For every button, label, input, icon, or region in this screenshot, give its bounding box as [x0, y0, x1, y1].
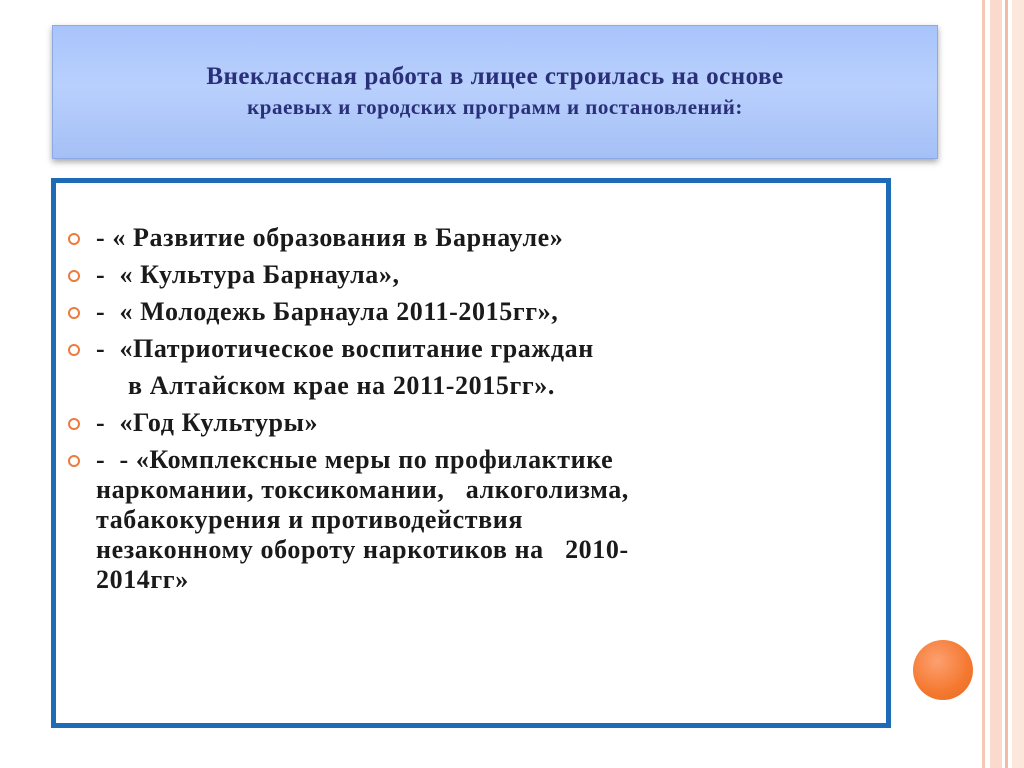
slide-title-box [52, 25, 938, 159]
bullet-text-line: в Алтайском крае на 2011-2015гг». [128, 371, 555, 400]
decor-stripe [990, 0, 1002, 768]
bullet-text-line: - - «Комплексные меры по профилактике [96, 445, 614, 474]
bullet-item [56, 408, 886, 438]
bullet-item [56, 371, 886, 401]
bullet-item [56, 334, 886, 364]
bullet-circle-icon [68, 307, 80, 319]
bullet-item [56, 223, 886, 253]
decor-stripe [1012, 0, 1024, 768]
bullet-text-line: - « Культура Барнаула», [96, 260, 400, 289]
decor-circle [913, 640, 973, 700]
bullet-circle-icon [68, 233, 80, 245]
bullet-text-line: - «Год Культуры» [96, 408, 319, 437]
bullet-list [56, 223, 886, 602]
bullet-item [56, 297, 886, 327]
decor-stripe [1005, 0, 1008, 768]
bullet-circle-icon [68, 418, 80, 430]
bullet-text-line: 2014гг» [96, 565, 189, 594]
bullet-text-line: незаконному обороту наркотиков на 2010- [96, 535, 629, 564]
decor-stripe [982, 0, 985, 768]
content-box [51, 178, 891, 728]
slide-title-line-2: краевых и городских программ и постановлений: [247, 95, 743, 119]
bullet-item [56, 445, 886, 595]
bullet-text-line: - « Молодежь Барнаула 2011-2015гг», [96, 297, 559, 326]
bullet-circle-icon [68, 270, 80, 282]
bullet-text-line: - « Развитие образования в Барнауле» [96, 223, 564, 252]
bullet-text-line: табакокурения и противодействия [96, 505, 523, 534]
bullet-circle-icon [68, 455, 80, 467]
bullet-circle-icon [68, 344, 80, 356]
bullet-text-line: - «Патриотическое воспитание граждан [96, 334, 594, 363]
bullet-text-line: наркомании, токсикомании, алкоголизма, [96, 475, 629, 504]
slide-title-line-1: Внеклассная работа в лицее строилась на основе [206, 63, 784, 90]
bullet-item [56, 260, 886, 290]
